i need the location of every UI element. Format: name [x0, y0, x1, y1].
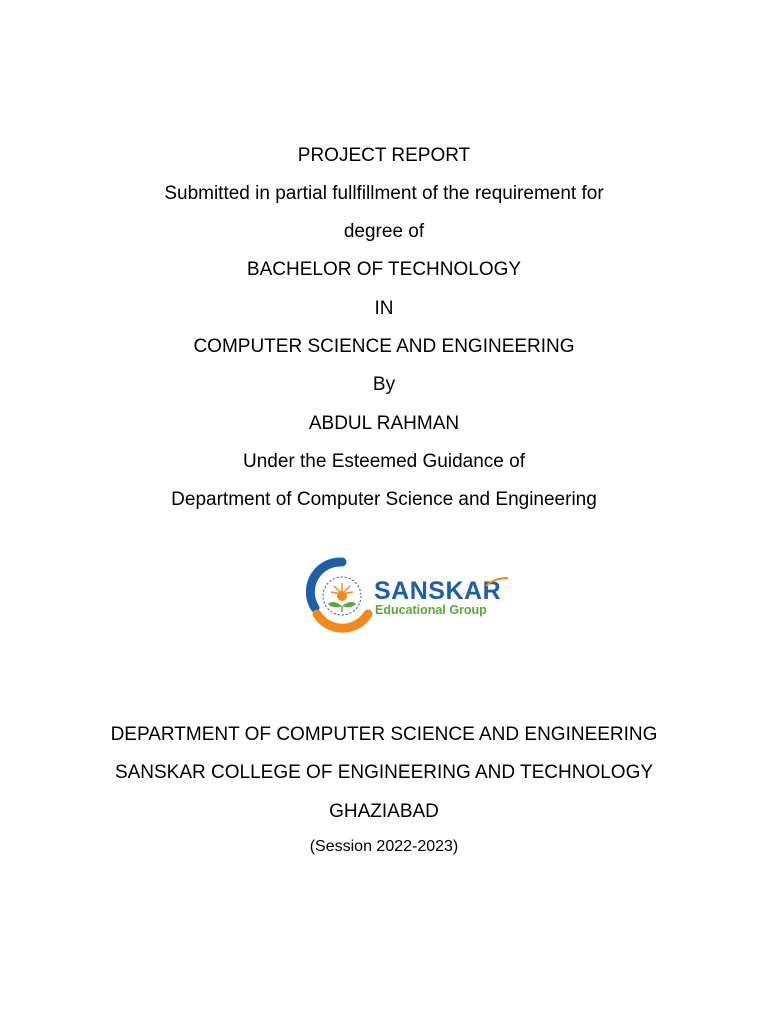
report-title: PROJECT REPORT — [297, 145, 471, 166]
guidance-line: Under the Esteemed Guidance of — [242, 451, 525, 472]
logo-subtitle: Educational Group — [375, 603, 487, 617]
submitted-line: Submitted in partial fullfillment of the requirement for — [164, 183, 604, 204]
college-name: SANSKAR COLLEGE OF ENGINEERING AND TECHNOLOGY — [114, 762, 654, 783]
by-line: By — [372, 374, 396, 395]
guide-department: Department of Computer Science and Engineering — [171, 489, 597, 510]
city-name: GHAZIABAD — [329, 801, 439, 822]
sanskar-emblem-icon — [306, 556, 376, 640]
branch-name: COMPUTER SCIENCE AND ENGINEERING — [193, 336, 575, 357]
author-name: ABDUL RAHMAN — [308, 413, 460, 434]
logo-name-text: SANSKAR — [374, 577, 502, 605]
sanskar-logo — [306, 556, 514, 640]
in-line: IN — [374, 298, 394, 319]
degree-name: BACHELOR OF TECHNOLOGY — [246, 259, 522, 280]
session-line: (Session 2022-2023) — [309, 838, 459, 855]
department-name: DEPARTMENT OF COMPUTER SCIENCE AND ENGINEERING — [110, 724, 658, 745]
logo-name — [374, 578, 501, 604]
degree-of-line: degree of — [343, 221, 425, 242]
logo-swoosh-icon — [484, 576, 510, 590]
